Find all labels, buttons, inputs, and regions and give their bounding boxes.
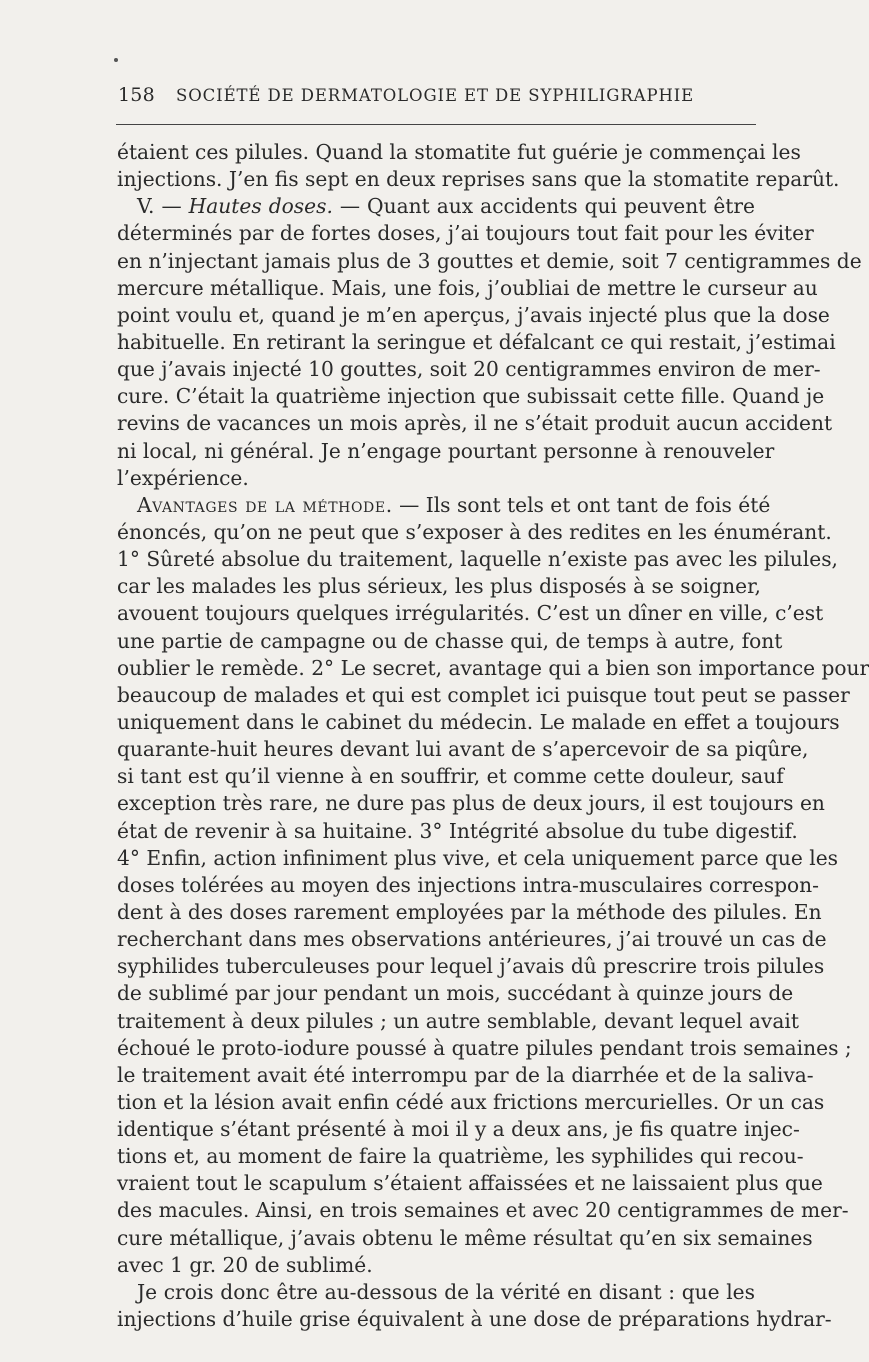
text-line: 1° Sûreté absolue du traitement, laquelle n’existe pas avec les pilules, [117,547,838,572]
text-line: le traitement avait été interrompu par de la diarrhée et de la saliva- [117,1062,814,1087]
text-line: cure. C’était la quatrième injection que subissait cette fille. Quand je [117,384,825,409]
text-line: beaucoup de malades et qui est complet ici puisque tout peut se passer [117,682,850,707]
text-line: 4° Enfin, action infiniment plus vive, et cela uniquement parce que les [117,845,839,870]
text-line: vraient tout le scapulum s’étaient affaissées et ne laissaient plus que [117,1171,823,1196]
text-line: en n’injectant jamais plus de 3 gouttes et demie, soit 7 centigrammes de [117,248,862,273]
text-line: déterminés par de fortes doses, j’ai toujours tout fait pour les éviter [117,221,814,246]
text-line: quarante-huit heures devant lui avant de s’apercevoir de sa piqûre, [117,737,809,762]
text-line: échoué le proto-iodure poussé à quatre pilules pendant trois semaines ; [117,1035,852,1060]
section-title: Hautes doses. [188,194,333,219]
section-heading: Avantages de la méthode. [137,492,393,517]
text-line: uniquement dans le cabinet du médecin. Le malade en effet a toujours [117,709,840,734]
text-line: recherchant dans mes observations antérieures, j’ai trouvé un cas de [117,927,827,952]
text-line: si tant est qu’il vienne à en souffrir, et comme cette douleur, sauf [117,764,784,789]
text-line: exception très rare, ne dure pas plus de deux jours, il est toujours en [117,791,825,816]
text-line: injections. J’en fis sept en deux reprises sans que la stomatite reparût. [117,167,840,192]
text-line: point voulu et, quand je m’en aperçus, j’avais injecté plus que la dose [117,302,830,327]
text-line: car les malades les plus sérieux, les plus disposés à se soigner, [117,574,761,599]
text-line: dent à des doses rarement employées par la méthode des pilules. En [117,899,822,924]
text-line: mercure métallique. Mais, une fois, j’oubliai de mettre le curseur au [117,275,818,300]
section-number: V. — [137,194,189,219]
text-line: identique s’étant présenté à moi il y a deux ans, je fis quatre injec- [117,1117,800,1142]
text-line-avantages [117,492,771,519]
text-line: l’expérience. [117,465,249,490]
page-number: 158 [118,84,155,106]
section-text: — Quant aux accidents qui peuvent être [332,194,755,219]
text-line: doses tolérées au moyen des injections intra-musculaires correspon- [117,872,819,897]
text-line: une partie de campagne ou de chasse qui, de temps à autre, font [117,628,783,653]
text-line: injections d’huile grise équivalent à une dose de préparations hydrar- [117,1307,832,1332]
text-line: Je crois donc être au-dessous de la vérité en disant : que les [137,1279,755,1304]
text-line: que j’avais injecté 10 gouttes, soit 20 centigrammes environ de mer- [117,357,821,382]
body-text [117,139,869,1333]
running-head: SOCIÉTÉ DE DERMATOLOGIE ET DE SYPHILIGRAPHIE [176,86,695,105]
text-line: ni local, ni général. Je n’engage pourtant personne à renouveler [117,438,775,463]
text-line: cure métallique, j’avais obtenu le même résultat qu’en six semaines [117,1225,813,1250]
text-line: tion et la lésion avait enfin cédé aux frictions mercurielles. Or un cas [117,1089,825,1114]
text-line: habituelle. En retirant la seringue et défalcant ce qui restait, j’estimai [117,329,836,354]
text-line: de sublimé par jour pendant un mois, succédant à quinze jours de [117,981,794,1006]
text-line: avec 1 gr. 20 de sublimé. [117,1252,373,1277]
section-text: — Ils sont tels et ont tant de fois été [392,492,771,517]
page-header [118,84,754,110]
text-line: des macules. Ainsi, en trois semaines et avec 20 centigrammes de mer- [117,1198,849,1223]
text-line-section-v [117,193,755,220]
text-line: oublier le remède. 2° Le secret, avantage qui a bien son importance pour [117,655,869,680]
page-speck [114,58,118,62]
text-line: avouent toujours quelques irrégularités. C’est un dîner en ville, c’est [117,601,824,626]
text-line: revins de vacances un mois après, il ne s’était produit aucun accident [117,411,833,436]
text-line: énoncés, qu’on ne peut que s’exposer à des redites en les énumérant. [117,519,832,544]
text-line: tions et, au moment de faire la quatrième, les syphilides qui recou- [117,1144,804,1169]
text-line: état de revenir à sa huitaine. 3° Intégrité absolue du tube digestif. [117,818,798,843]
text-line: syphilides tuberculeuses pour lequel j’avais dû prescrire trois pilules [117,954,825,979]
header-rule [116,124,756,125]
text-line: traitement à deux pilules ; un autre semblable, devant lequel avait [117,1008,799,1033]
text-line: étaient ces pilules. Quand la stomatite fut guérie je commençai les [117,140,801,164]
